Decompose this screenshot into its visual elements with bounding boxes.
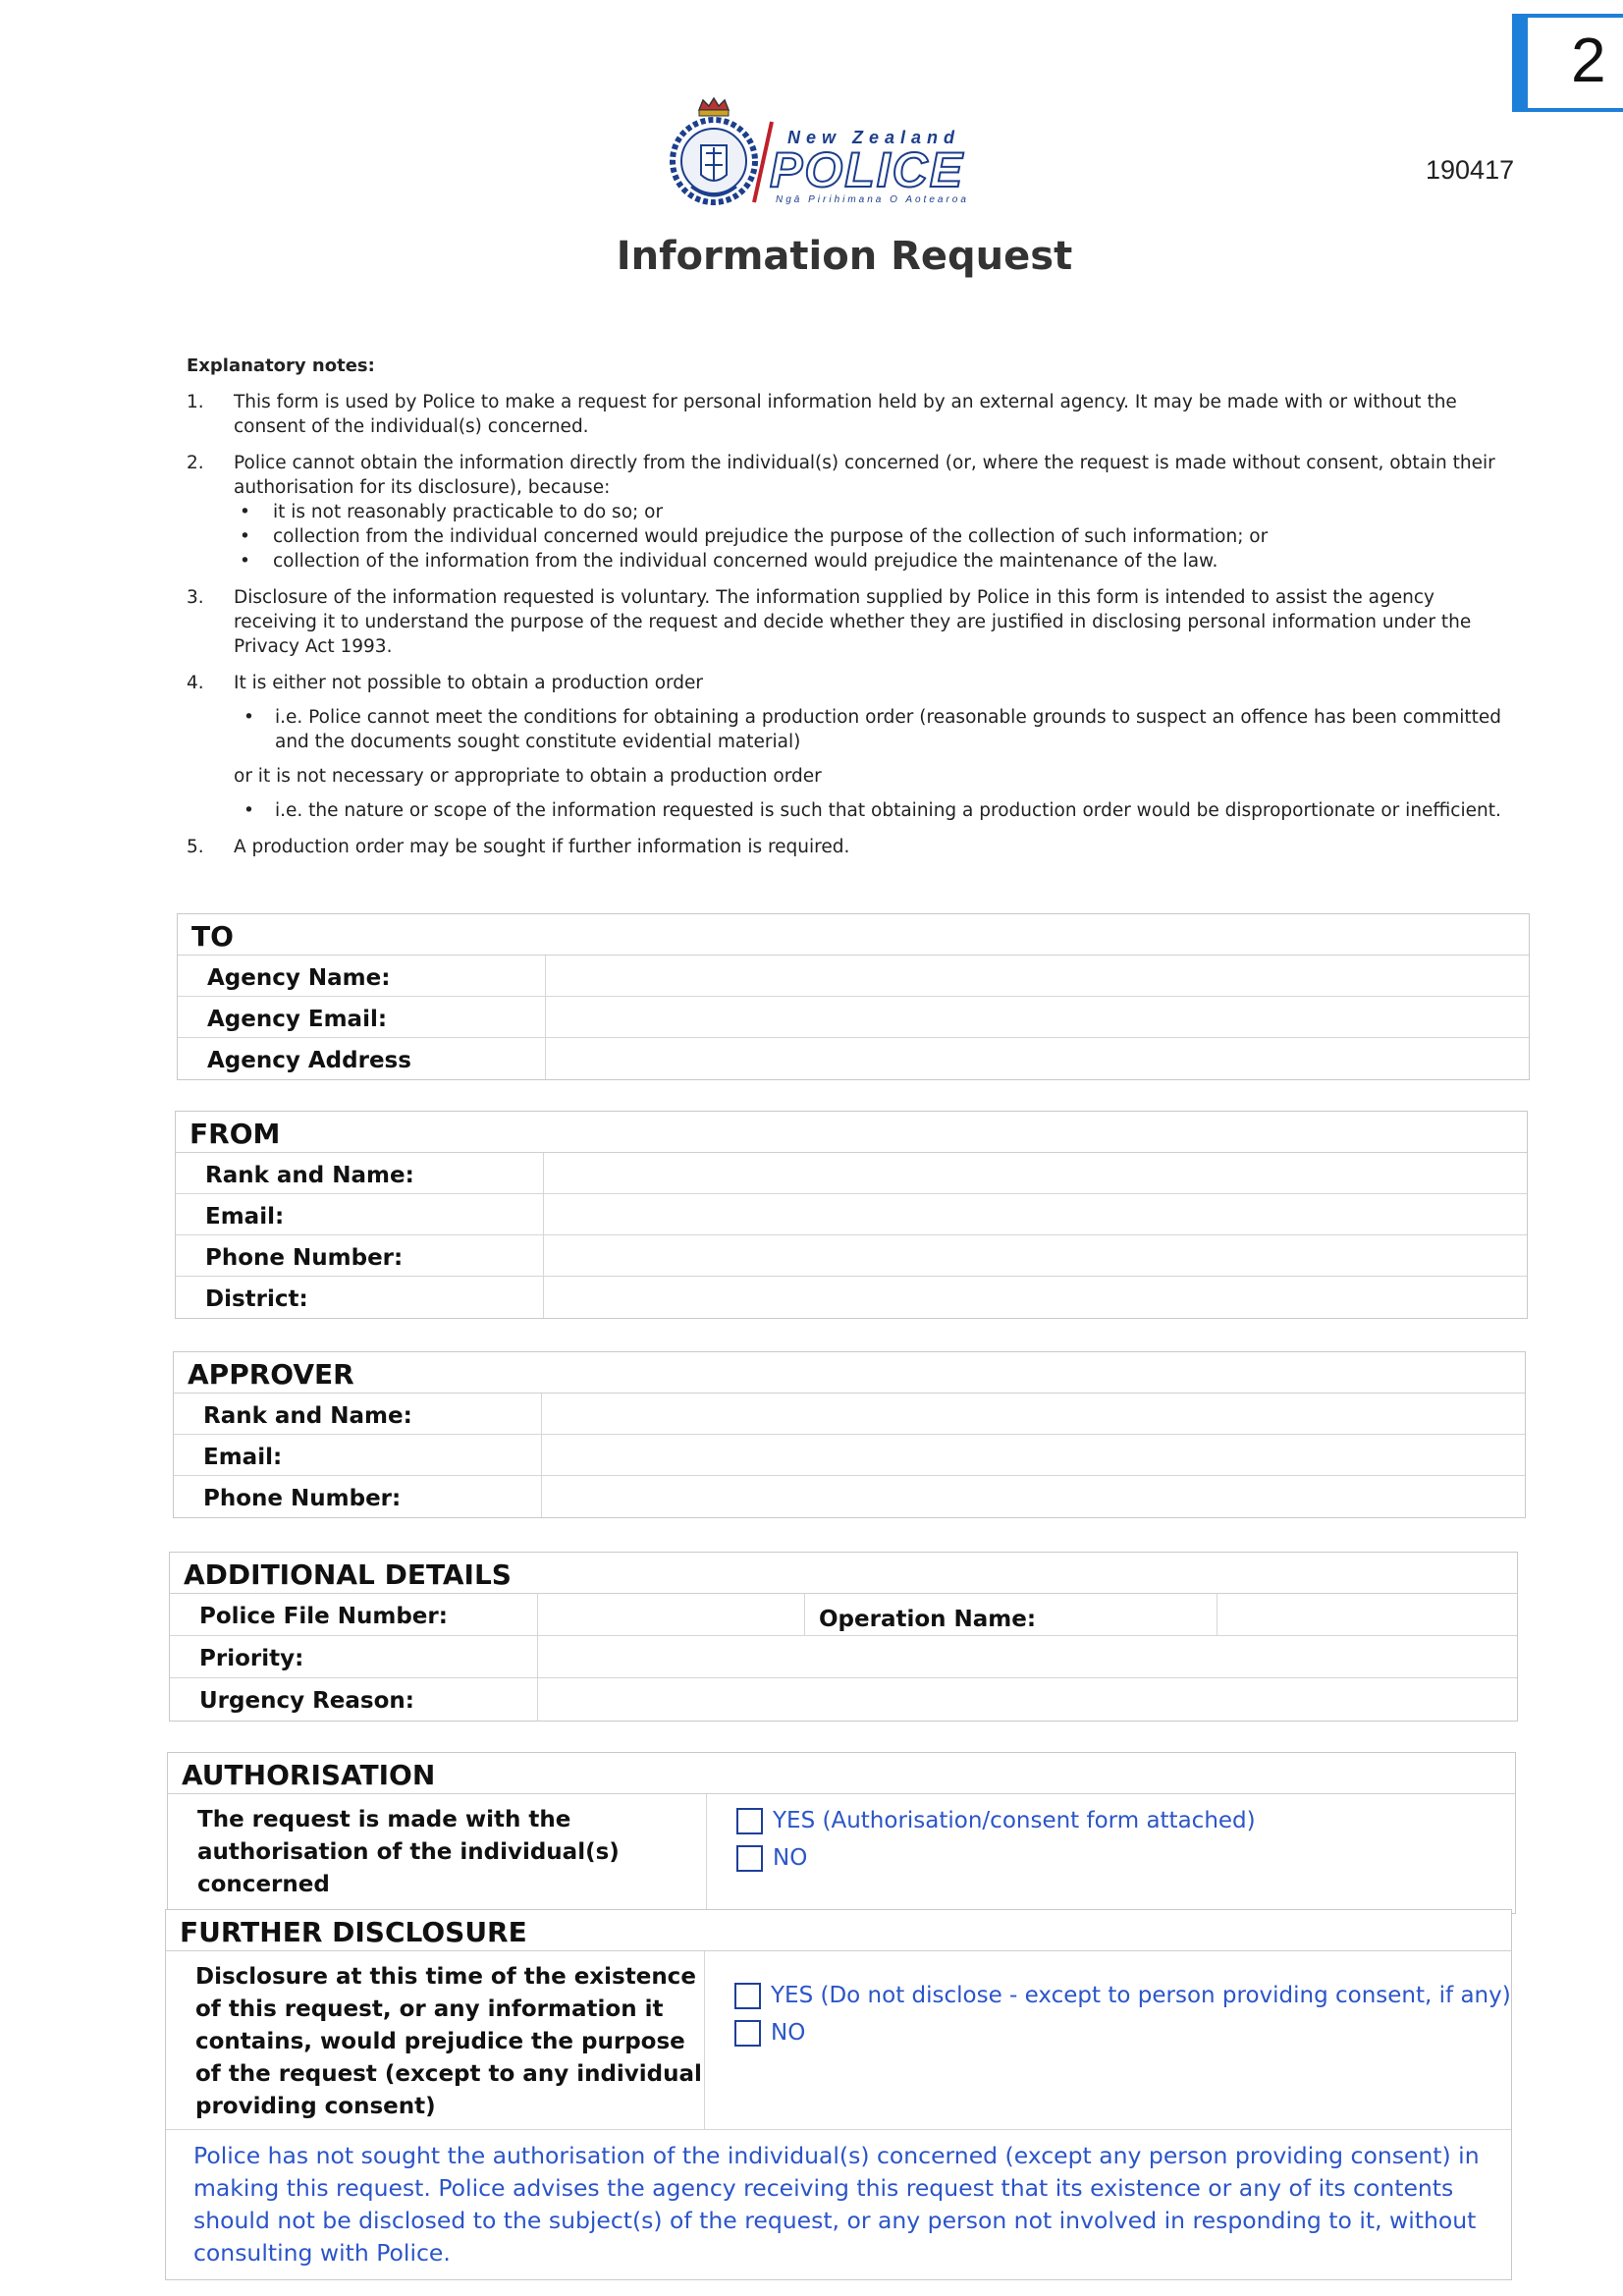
- section-header-authorisation: AUTHORISATION: [168, 1753, 1515, 1794]
- note-text: Police cannot obtain the information directly from the individual(s) concerned (or, where the request is made without consent, obtain their authorisation for its disclosure), because:: [234, 453, 1495, 498]
- authorisation-yes-option[interactable]: [736, 1802, 1515, 1839]
- approver-email-field[interactable]: [542, 1435, 1525, 1475]
- from-district-row: [176, 1277, 1527, 1318]
- note-number: 4.: [187, 673, 204, 693]
- authorisation-yes-label: YES (Authorisation/consent form attached): [773, 1808, 1256, 1833]
- agency-name-label: Agency Name:: [178, 956, 546, 996]
- agency-address-label: Agency Address: [178, 1038, 546, 1079]
- note-2: [187, 451, 1522, 574]
- authorisation-no-label: NO: [773, 1845, 808, 1871]
- further-yes-label: YES (Do not disclose - except to person providing consent, if any): [771, 1983, 1511, 2008]
- agency-address-field[interactable]: [546, 1038, 1529, 1079]
- checkbox-icon[interactable]: [734, 2020, 761, 2047]
- from-rank-name-row: [176, 1153, 1527, 1194]
- further-no-label: NO: [771, 2020, 806, 2046]
- urgency-reason-field[interactable]: [538, 1678, 1517, 1721]
- note-text: This form is used by Police to make a request for personal information held by an external agency. It may be made with or without the consent of the individual(s) concerned.: [234, 392, 1457, 437]
- authorisation-question: The request is made with the authorisation of the individual(s) concerned: [168, 1794, 707, 1913]
- agency-address-row: [178, 1038, 1529, 1079]
- further-no-option[interactable]: [734, 2014, 1511, 2051]
- page-number: 2: [1571, 25, 1606, 95]
- approver-phone-label: Phone Number:: [174, 1476, 542, 1517]
- from-rank-name-field[interactable]: [544, 1153, 1527, 1193]
- section-header-approver: APPROVER: [174, 1352, 1525, 1394]
- approver-rank-name-row: [174, 1394, 1525, 1435]
- further-statement: Police has not sought the authorisation of the individual(s) concerned (except any person providing consent) in making this request. Police advises the agency receiving this request that its existence or any of its contents should not be disclosed to the subject(s) of the request, or any person not involved in responding to it, without consulting with Police.: [193, 2142, 1480, 2267]
- logo-line1: New Zealand: [787, 128, 961, 147]
- priority-label: Priority:: [170, 1636, 538, 1677]
- from-phone-row: [176, 1235, 1527, 1277]
- logo-line2: POLICE: [770, 142, 965, 197]
- further-yes-option[interactable]: [734, 1977, 1511, 2014]
- authorisation-section: [167, 1752, 1516, 1914]
- note-bullet: • it is not reasonably practicable to do so; or: [234, 500, 1522, 524]
- approver-phone-row: [174, 1476, 1525, 1517]
- note-3: [187, 585, 1522, 659]
- authorisation-options: [707, 1794, 1515, 1913]
- agency-name-row: [178, 956, 1529, 997]
- section-header-additional: ADDITIONAL DETAILS: [170, 1553, 1517, 1594]
- further-options: [705, 1951, 1511, 2129]
- note-or-line: or it is not necessary or appropriate to obtain a production order: [234, 766, 822, 787]
- approver-phone-field[interactable]: [542, 1476, 1525, 1517]
- checkbox-icon[interactable]: [736, 1845, 763, 1872]
- police-logo: [660, 96, 994, 212]
- section-header-further: FURTHER DISCLOSURE: [166, 1910, 1511, 1951]
- file-number-field[interactable]: [538, 1594, 805, 1635]
- further-question: Disclosure at this time of the existence of this request, or any information it contains, would prejudice the purpose of the request (except to any individual providing consent): [166, 1951, 705, 2129]
- note-bullet: • collection from the individual concerned would prejudice the purpose of the collection of such information; or: [234, 524, 1522, 549]
- from-rank-name-label: Rank and Name:: [176, 1153, 544, 1193]
- file-number-label: Police File Number:: [170, 1594, 538, 1635]
- page-title: Information Request: [616, 234, 1073, 279]
- approver-email-row: [174, 1435, 1525, 1476]
- further-question-row: [166, 1951, 1511, 2130]
- checkbox-icon[interactable]: [736, 1808, 763, 1834]
- approver-rank-name-label: Rank and Name:: [174, 1394, 542, 1434]
- note-5: [187, 835, 1522, 859]
- from-email-field[interactable]: [544, 1194, 1527, 1234]
- from-phone-label: Phone Number:: [176, 1235, 544, 1276]
- note-1: [187, 390, 1522, 439]
- checkbox-icon[interactable]: [734, 1983, 761, 2009]
- agency-name-field[interactable]: [546, 956, 1529, 996]
- note-number: 3.: [187, 587, 204, 608]
- note-text: It is either not possible to obtain a production order: [234, 673, 704, 693]
- explanatory-notes: [187, 354, 1522, 871]
- priority-field[interactable]: [538, 1636, 1517, 1677]
- from-email-row: [176, 1194, 1527, 1235]
- authorisation-no-option[interactable]: [736, 1839, 1515, 1877]
- note-number: 5.: [187, 837, 204, 857]
- approver-email-label: Email:: [174, 1435, 542, 1475]
- section-header-from: FROM: [176, 1112, 1527, 1153]
- document-number: 190417: [1426, 155, 1515, 185]
- note-bullet: • i.e. the nature or scope of the information requested is such that obtaining a production order would be disproportionate or inefficient.: [234, 798, 1522, 823]
- operation-name-label: Operation Name:: [805, 1594, 1217, 1635]
- further-disclosure-section: [165, 1909, 1512, 2280]
- note-bullet: • i.e. Police cannot meet the conditions for obtaining a production order (reasonable grounds to suspect an offence has been committed and the documents sought constitute evidential material): [234, 705, 1522, 754]
- additional-details-section: [169, 1552, 1518, 1722]
- from-district-label: District:: [176, 1277, 544, 1318]
- note-number: 1.: [187, 392, 204, 412]
- agency-email-label: Agency Email:: [178, 997, 546, 1037]
- note-text: A production order may be sought if further information is required.: [234, 837, 850, 857]
- authorisation-question-row: [168, 1794, 1515, 1913]
- note-bullet: • collection of the information from the individual concerned would prejudice the maintenance of the law.: [234, 549, 1522, 574]
- from-phone-field[interactable]: [544, 1235, 1527, 1276]
- note-number: 2.: [187, 453, 204, 473]
- logo-line3: Ngā Pirihimana O Aotearoa: [776, 194, 969, 205]
- from-section: [175, 1111, 1528, 1319]
- approver-rank-name-field[interactable]: [542, 1394, 1525, 1434]
- to-section: [177, 913, 1530, 1080]
- urgency-reason-label: Urgency Reason:: [170, 1678, 538, 1721]
- note-text: Disclosure of the information requested is voluntary. The information supplied by Police in this form is intended to assist the agency receiving it to understand the purpose of the request and decide whether they are justified in disclosing personal information under the Privacy Act 1993.: [234, 587, 1472, 657]
- agency-email-field[interactable]: [546, 997, 1529, 1037]
- urgency-reason-row: [170, 1678, 1517, 1721]
- priority-row: [170, 1636, 1517, 1678]
- from-district-field[interactable]: [544, 1277, 1527, 1318]
- section-header-to: TO: [178, 914, 1529, 956]
- operation-name-field[interactable]: [1217, 1594, 1517, 1635]
- notes-heading: Explanatory notes:: [187, 355, 375, 376]
- approver-section: [173, 1351, 1526, 1518]
- file-number-row: [170, 1594, 1517, 1636]
- agency-email-row: [178, 997, 1529, 1038]
- note-4: [187, 671, 1522, 823]
- from-email-label: Email:: [176, 1194, 544, 1234]
